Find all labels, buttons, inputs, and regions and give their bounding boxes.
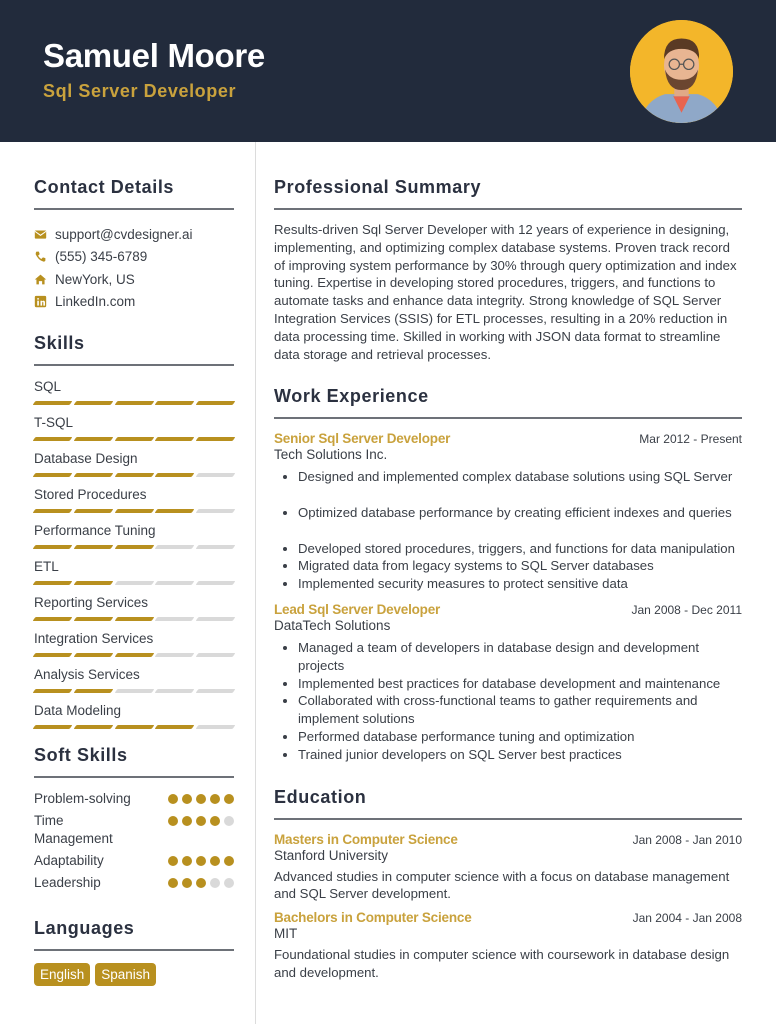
rating-dot-filled [182, 816, 192, 826]
education-entry [274, 832, 742, 904]
job-bullet: • Performed database performance tuning and optimization [298, 728, 742, 746]
rating-dot-filled [224, 794, 234, 804]
soft-skill-item [34, 874, 234, 892]
soft-skill-item [34, 790, 234, 808]
rating-dot-filled [210, 856, 220, 866]
contact-location-text: NewYork, US [55, 271, 135, 287]
contact-email-text: support@cvdesigner.ai [55, 226, 193, 242]
rating-dot-filled [168, 794, 178, 804]
rating-dot-filled [196, 878, 206, 888]
skill-item [34, 558, 234, 585]
column-divider [255, 142, 256, 1024]
rating-dot-filled [168, 816, 178, 826]
level-segment-filled [33, 689, 73, 693]
level-segment-empty [155, 653, 195, 657]
languages-list [34, 963, 234, 986]
job-entry [274, 602, 742, 764]
level-segment-filled [114, 725, 154, 729]
skill-level-bar [34, 509, 234, 513]
skill-label: Analysis Services [34, 667, 140, 682]
level-segment-filled [155, 725, 195, 729]
skill-item [34, 702, 234, 729]
education-dates: Jan 2008 - Jan 2010 [632, 832, 742, 847]
school-name: Stanford University [274, 847, 389, 863]
person-portrait-icon [630, 20, 733, 123]
job-title: Lead Sql Server Developer [274, 601, 441, 617]
level-segment-empty [114, 581, 154, 585]
level-segment-empty [196, 689, 236, 693]
rating-dot-filled [196, 794, 206, 804]
job-bullet: • Managed a team of developers in database design and development projects [298, 639, 742, 675]
skill-level-bar [34, 581, 234, 585]
summary-text: Results-driven Sql Server Developer with 12 years of experience in designing, implementing, and optimizing complex database systems. Proven track record of improving system performance by 30% through query optimization and index tuning. Expertise in developing stored procedures, triggers, and functions to automate tasks and enhance data integrity. Strong knowledge of SQL Server Integration Services (SSIS) for ETL processes, resulting in a 20% reduction in data processing time. Skilled in working with JSON data format to streamline data storage and retrieval processes. [274, 222, 737, 362]
job-bullet: • Developed stored procedures, triggers, and functions for data manipulation [298, 540, 742, 558]
level-segment-filled [33, 545, 73, 549]
level-segment-filled [33, 617, 73, 621]
soft-skill-rating [168, 812, 234, 826]
resume-header [0, 0, 776, 142]
school-name: MIT [274, 926, 298, 942]
main-content [274, 142, 742, 982]
degree-title: Bachelors in Computer Science [274, 910, 472, 926]
level-segment-empty [114, 689, 154, 693]
contact-list [34, 223, 234, 313]
level-segment-filled [73, 473, 113, 477]
soft-skill-rating [168, 790, 234, 804]
level-segment-filled [33, 437, 73, 441]
contact-email[interactable] [34, 223, 234, 246]
education-heading: Education [274, 787, 742, 820]
skill-level-bar [34, 617, 234, 621]
level-segment-filled [73, 401, 113, 405]
job-title: Senior Sql Server Developer [274, 431, 451, 447]
skills-heading: Skills [34, 333, 234, 366]
level-segment-filled [114, 401, 154, 405]
degree-title: Masters in Computer Science [274, 831, 458, 847]
rating-dot-filled [210, 794, 220, 804]
soft-skill-rating [168, 852, 234, 866]
level-segment-filled [114, 509, 154, 513]
skill-label: SQL [34, 379, 62, 394]
level-segment-empty [196, 653, 236, 657]
languages-heading: Languages [34, 918, 234, 951]
level-segment-filled [33, 509, 73, 513]
skill-item [34, 378, 234, 405]
soft-skill-label: Time Management [34, 813, 113, 846]
skill-label: Reporting Services [34, 595, 149, 610]
level-segment-filled [114, 473, 154, 477]
rating-dot-filled [168, 878, 178, 888]
soft-skill-rating [168, 874, 234, 888]
envelope-icon [34, 228, 47, 241]
skill-level-bar [34, 653, 234, 657]
rating-dot-empty [224, 816, 234, 826]
level-segment-filled [73, 653, 113, 657]
skill-item [34, 630, 234, 657]
rating-dot-empty [224, 878, 234, 888]
job-bullet: • Implemented security measures to protect sensitive data [298, 575, 742, 593]
rating-dot-filled [182, 878, 192, 888]
level-segment-filled [33, 653, 73, 657]
level-segment-filled [196, 437, 236, 441]
rating-dot-filled [196, 816, 206, 826]
level-segment-filled [155, 437, 195, 441]
soft-skill-label: Adaptability [34, 853, 104, 868]
rating-dot-filled [224, 856, 234, 866]
language-badge: English [34, 963, 90, 986]
job-company: Tech Solutions Inc. [274, 447, 388, 463]
soft-skill-label: Problem-solving [34, 791, 131, 806]
job-bullet: • Trained junior developers on SQL Server best practices [298, 746, 742, 764]
education-entry [274, 910, 742, 982]
level-segment-filled [155, 401, 195, 405]
contact-location [34, 268, 234, 291]
soft-skill-item [34, 852, 234, 870]
job-bullets [298, 639, 742, 764]
education-description: Advanced studies in computer science with a focus on database management and SQL Server development. [274, 868, 730, 902]
level-segment-empty [196, 581, 236, 585]
skill-label: Data Modeling [34, 703, 122, 718]
skill-label: Database Design [34, 451, 138, 466]
level-segment-filled [73, 509, 113, 513]
level-segment-empty [155, 545, 195, 549]
contact-linkedin-text: LinkedIn.com [55, 294, 136, 310]
job-bullets [298, 468, 742, 593]
level-segment-filled [114, 545, 154, 549]
job-bullet: • Migrated data from legacy systems to SQL Server databases [298, 557, 742, 575]
skill-level-bar [34, 689, 234, 693]
skill-label: T-SQL [34, 415, 74, 430]
contact-phone[interactable] [34, 246, 234, 269]
rating-dot-filled [210, 816, 220, 826]
experience-heading: Work Experience [274, 386, 742, 419]
level-segment-filled [196, 401, 236, 405]
soft-skill-label: Leadership [34, 875, 101, 890]
sidebar [34, 142, 234, 986]
profile-photo [630, 20, 733, 123]
job-dates: Mar 2012 - Present [639, 432, 742, 447]
skill-item [34, 450, 234, 477]
skill-label: Performance Tuning [34, 523, 156, 538]
level-segment-empty [196, 509, 236, 513]
candidate-title: Sql Server Developer [43, 81, 237, 101]
contact-phone-text: (555) 345-6789 [55, 249, 148, 265]
level-segment-filled [33, 401, 73, 405]
level-segment-empty [196, 473, 236, 477]
job-bullet: • Collaborated with cross-functional teams to gather requirements and implement solutions [298, 692, 742, 728]
soft-skills-heading: Soft Skills [34, 745, 234, 778]
level-segment-filled [73, 545, 113, 549]
skill-label: Integration Services [34, 631, 154, 646]
skill-item [34, 486, 234, 513]
job-bullet: • Implemented best practices for database development and maintenance [298, 675, 742, 693]
job-dates: Jan 2008 - Dec 2011 [631, 602, 742, 617]
skill-level-bar [34, 725, 234, 729]
level-segment-filled [73, 617, 113, 621]
skill-item [34, 414, 234, 441]
level-segment-empty [155, 581, 195, 585]
skill-label: ETL [34, 559, 59, 574]
skill-level-bar [34, 401, 234, 405]
skill-item [34, 522, 234, 549]
level-segment-filled [155, 473, 195, 477]
rating-dot-filled [196, 856, 206, 866]
skill-item [34, 594, 234, 621]
skill-level-bar [34, 473, 234, 477]
level-segment-filled [73, 725, 113, 729]
education-description: Foundational studies in computer science with coursework in database design and development. [274, 947, 730, 980]
education-dates: Jan 2004 - Jan 2008 [632, 911, 742, 926]
candidate-name: Samuel Moore [43, 37, 265, 74]
level-segment-filled [114, 617, 154, 621]
level-segment-filled [33, 725, 73, 729]
level-segment-filled [155, 509, 195, 513]
level-segment-empty [196, 617, 236, 621]
soft-skills-list [34, 790, 234, 892]
contact-linkedin[interactable] [34, 291, 234, 314]
level-segment-filled [114, 437, 154, 441]
level-segment-empty [196, 545, 236, 549]
rating-dot-filled [168, 856, 178, 866]
level-segment-filled [33, 473, 73, 477]
linkedin-icon [34, 295, 47, 308]
phone-icon [34, 250, 47, 263]
skill-level-bar [34, 545, 234, 549]
summary-heading: Professional Summary [274, 177, 742, 210]
level-segment-filled [33, 581, 73, 585]
job-entry [274, 431, 742, 593]
skill-level-bar [34, 437, 234, 441]
home-icon [34, 273, 47, 286]
rating-dot-empty [210, 878, 220, 888]
contact-heading: Contact Details [34, 177, 234, 210]
rating-dot-filled [182, 856, 192, 866]
language-badge: Spanish [95, 963, 156, 986]
soft-skill-item [34, 812, 234, 848]
job-bullet: • Optimized database performance by creating efficient indexes and queries [298, 504, 742, 522]
level-segment-empty [155, 617, 195, 621]
level-segment-filled [114, 653, 154, 657]
job-company: DataTech Solutions [274, 617, 391, 633]
rating-dot-filled [182, 794, 192, 804]
skills-list [34, 378, 234, 729]
level-segment-filled [73, 689, 113, 693]
skill-label: Stored Procedures [34, 487, 147, 502]
level-segment-filled [73, 581, 113, 585]
level-segment-empty [155, 689, 195, 693]
skill-item [34, 666, 234, 693]
level-segment-empty [196, 725, 236, 729]
job-bullet: • Designed and implemented complex database solutions using SQL Server [298, 468, 742, 486]
level-segment-filled [73, 437, 113, 441]
